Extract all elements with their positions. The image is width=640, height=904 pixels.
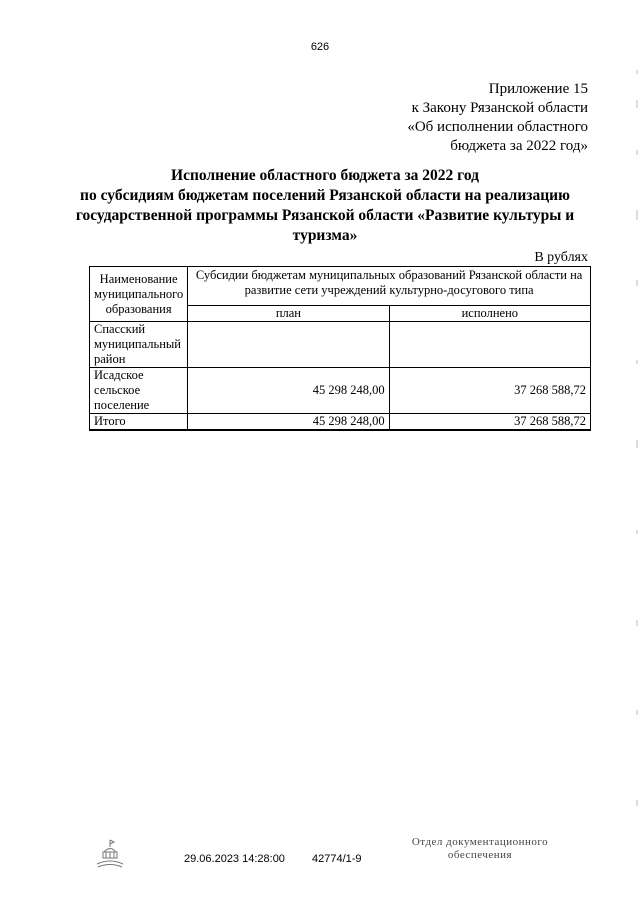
total-row [90, 414, 591, 431]
table-row [90, 368, 591, 414]
title-line-1: Исполнение областного бюджета за 2022 год [171, 167, 479, 184]
appendix-line-2: к Закону Рязанской области [411, 100, 588, 116]
registration-datetime: 29.06.2023 14:28:00 [184, 853, 285, 865]
registration-number: 42774/1-9 [312, 853, 362, 865]
department-stamp [400, 836, 560, 862]
appendix-line-4: бюджета за 2022 год» [450, 138, 588, 154]
subsidy-table [89, 266, 591, 431]
appendix-line-1: Приложение 15 [488, 81, 588, 97]
units-label: В рублях [534, 250, 588, 265]
settlement-name: Исадское сельское поселение [90, 368, 188, 414]
district-name: Спасский муниципальный район [90, 322, 188, 368]
header-done: исполнено [389, 306, 590, 322]
appendix-heading [308, 80, 588, 156]
district-row [90, 322, 591, 368]
stamp-line-2: обеспечения [447, 849, 513, 861]
district-plan [188, 322, 389, 368]
settlement-plan: 45 298 248,00 [188, 368, 389, 414]
title-line-2: по субсидиям бюджетам поселений Рязанской области на реализацию [80, 187, 570, 204]
duma-logo-icon [94, 838, 126, 870]
page-number: 626 [310, 41, 330, 53]
header-subsidy: Субсидии бюджетам муниципальных образований Рязанской области на развитие сети учреждений культурно-досугового типа [188, 267, 591, 306]
header-plan: план [188, 306, 389, 322]
district-done [389, 322, 590, 368]
total-plan: 45 298 248,00 [188, 414, 389, 431]
total-label: Итого [90, 414, 188, 431]
settlement-done: 37 268 588,72 [389, 368, 590, 414]
document-title [60, 166, 590, 246]
title-line-4: туризма» [292, 227, 358, 244]
total-done: 37 268 588,72 [389, 414, 590, 431]
title-line-3: государственной программы Рязанской области «Развитие культуры и [75, 207, 575, 224]
scan-edge-marks [632, 60, 640, 840]
appendix-line-3: «Об исполнении областного [407, 119, 588, 135]
table-header-row [90, 267, 591, 306]
header-municipality: Наименование муниципального образования [90, 267, 188, 322]
stamp-line-1: Отдел документационного [411, 836, 549, 848]
